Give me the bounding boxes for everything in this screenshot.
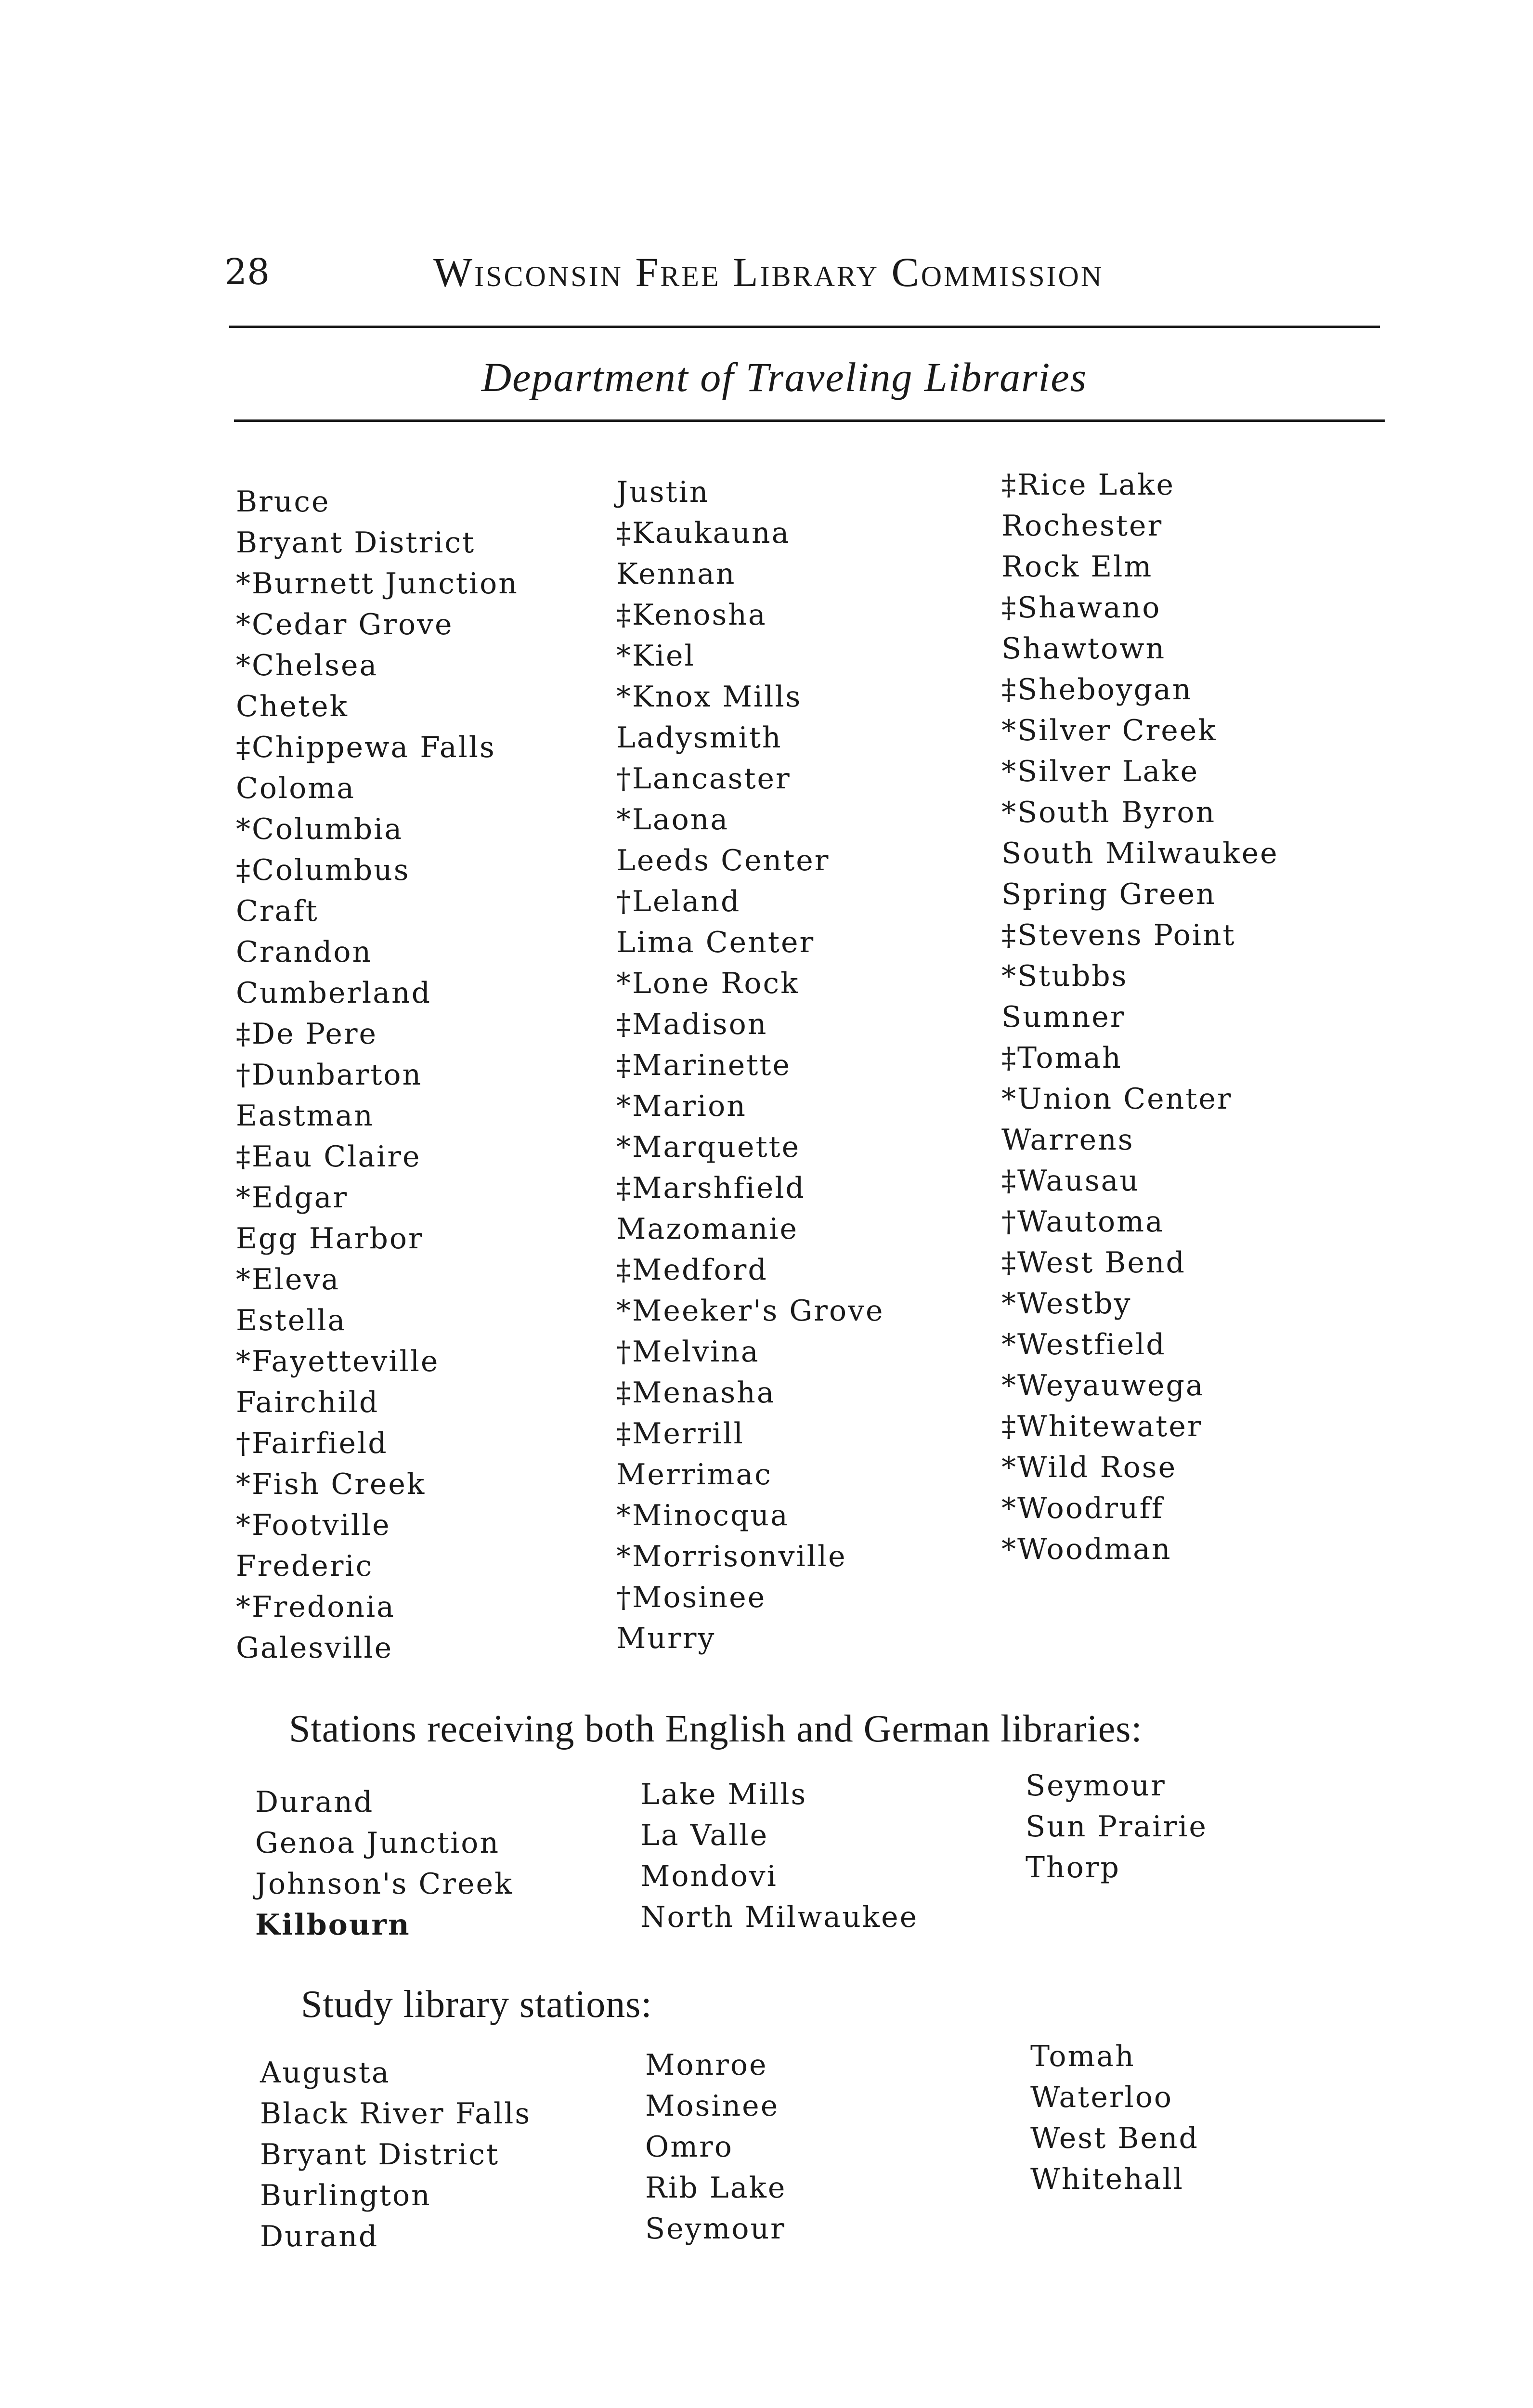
study-stations-column-1 xyxy=(260,2053,531,2257)
study-stations-column-2 xyxy=(645,2045,786,2250)
station-name: Omro xyxy=(645,2130,733,2164)
station-name: ‡Marinette xyxy=(616,1048,791,1082)
station-name: *South Byron xyxy=(1001,796,1216,829)
station-name: †Fairfield xyxy=(236,1426,388,1460)
station-name: *Chelsea xyxy=(236,649,378,682)
station-list-column-1 xyxy=(236,482,519,1669)
station-name: ‡Merrill xyxy=(616,1417,744,1451)
station-name: *Westfield xyxy=(1001,1328,1166,1361)
station-name: Lake Mills xyxy=(640,1778,807,1811)
station-name: Cumberland xyxy=(236,976,432,1010)
station-name: ‡Columbus xyxy=(236,853,410,887)
station-name: La Valle xyxy=(640,1819,769,1852)
german-stations-heading: Stations receiving both English and German libraries: xyxy=(289,1708,1143,1750)
station-name: *Knox Mills xyxy=(616,680,802,714)
station-name: ‡Chippewa Falls xyxy=(236,731,496,764)
station-name: *Cedar Grove xyxy=(236,608,454,641)
station-name: *Marion xyxy=(616,1089,747,1123)
station-name: *Union Center xyxy=(1001,1082,1233,1116)
station-name: *Lone Rock xyxy=(616,967,800,1000)
station-name: †Melvina xyxy=(616,1335,760,1369)
station-name: *Eleva xyxy=(236,1263,340,1296)
station-name: Leeds Center xyxy=(616,844,830,877)
station-name: ‡Medford xyxy=(616,1253,768,1287)
station-name: *Laona xyxy=(616,803,729,837)
station-name: Johnson's Creek xyxy=(255,1867,514,1901)
station-name: ‡West Bend xyxy=(1001,1246,1186,1280)
station-name: Bryant District xyxy=(236,526,476,560)
station-name: Tomah xyxy=(1030,2040,1135,2073)
station-name: *Silver Lake xyxy=(1001,755,1199,788)
station-name: *Wild Rose xyxy=(1001,1451,1177,1484)
station-name: *Columbia xyxy=(236,812,403,846)
station-name: Spring Green xyxy=(1001,877,1216,911)
station-name: *Woodruff xyxy=(1001,1492,1164,1525)
station-name: ‡Eau Claire xyxy=(236,1140,421,1174)
station-name: Coloma xyxy=(236,772,356,805)
station-name: Sumner xyxy=(1001,1000,1126,1034)
station-name: ‡De Pere xyxy=(236,1017,378,1051)
station-name: *Marquette xyxy=(616,1130,801,1164)
station-name: Murry xyxy=(616,1622,716,1655)
station-name: Ladysmith xyxy=(616,721,782,755)
station-name: Eastman xyxy=(236,1099,374,1133)
station-name: ‡Tomah xyxy=(1001,1041,1122,1075)
station-name: Kennan xyxy=(616,557,736,591)
station-name: *Kiel xyxy=(616,639,695,673)
station-name: ‡Shawano xyxy=(1001,591,1161,625)
station-name: Durand xyxy=(260,2220,379,2253)
station-name: *Fish Creek xyxy=(236,1467,426,1501)
station-name: Black River Falls xyxy=(260,2097,532,2131)
station-name: *Footville xyxy=(236,1508,391,1542)
station-name: North Milwaukee xyxy=(640,1900,919,1934)
station-name: *Fredonia xyxy=(236,1590,395,1624)
station-name: Galesville xyxy=(236,1631,393,1665)
german-stations-column-2 xyxy=(640,1774,918,1938)
station-name: ‡Wausau xyxy=(1001,1164,1140,1198)
station-name: Durand xyxy=(255,1785,374,1819)
station-name: Crandon xyxy=(236,935,373,969)
station-name: *Edgar xyxy=(236,1181,349,1215)
station-name: Whitehall xyxy=(1030,2162,1184,2196)
station-name: Burlington xyxy=(260,2179,431,2212)
header-rule xyxy=(229,326,1380,328)
study-stations-column-3 xyxy=(1030,2036,1199,2200)
station-name: Mazomanie xyxy=(616,1212,798,1246)
station-name: Seymour xyxy=(1026,1769,1166,1803)
station-name: West Bend xyxy=(1030,2121,1199,2155)
station-name: Rochester xyxy=(1001,509,1163,543)
station-name: Chetek xyxy=(236,690,349,723)
station-name: ‡Stevens Point xyxy=(1001,918,1236,952)
station-list-column-3 xyxy=(1001,465,1279,1570)
station-name: ‡Kaukauna xyxy=(616,516,791,550)
station-name: *Meeker's Grove xyxy=(616,1294,884,1328)
station-name: †Lancaster xyxy=(616,762,791,796)
station-name: Augusta xyxy=(260,2056,390,2090)
study-stations-heading: Study library stations: xyxy=(301,1983,652,2026)
station-name: *Fayetteville xyxy=(236,1345,440,1378)
station-name: Estella xyxy=(236,1304,347,1337)
station-name: *Woodman xyxy=(1001,1532,1172,1566)
station-name: Monroe xyxy=(645,2048,768,2082)
station-name: Merrimac xyxy=(616,1458,772,1492)
page-number: 28 xyxy=(224,251,270,293)
station-list-column-2 xyxy=(616,472,884,1659)
station-name: ‡Sheboygan xyxy=(1001,673,1193,707)
station-name: Thorp xyxy=(1026,1851,1120,1885)
station-name: ‡Madison xyxy=(616,1008,768,1041)
station-name: ‡Whitewater xyxy=(1001,1410,1203,1443)
station-name: Bruce xyxy=(236,485,330,519)
station-name: Genoa Junction xyxy=(255,1826,500,1860)
station-name: Bryant District xyxy=(260,2138,500,2172)
station-name: *Silver Creek xyxy=(1001,714,1217,747)
station-name: Rib Lake xyxy=(645,2171,787,2205)
station-name: *Minocqua xyxy=(616,1499,789,1532)
station-name: †Dunbarton xyxy=(236,1058,423,1092)
station-name: Mosinee xyxy=(645,2089,779,2123)
station-name: †Mosinee xyxy=(616,1581,766,1614)
station-name: *Westby xyxy=(1001,1287,1132,1321)
station-name: †Wautoma xyxy=(1001,1205,1164,1239)
station-name: Seymour xyxy=(645,2212,786,2246)
station-name: Rock Elm xyxy=(1001,550,1153,584)
station-name: *Burnett Junction xyxy=(236,567,519,601)
station-name: ‡Kenosha xyxy=(616,598,767,632)
station-name: Mondovi xyxy=(640,1859,778,1893)
station-name: Craft xyxy=(236,894,319,928)
station-name: *Weyauwega xyxy=(1001,1369,1205,1402)
running-head: Wisconsin Free Library Commission xyxy=(433,249,1104,295)
station-name: Shawtown xyxy=(1001,632,1166,666)
station-name: Kilbourn xyxy=(255,1908,411,1942)
german-stations-column-3 xyxy=(1026,1766,1208,1888)
station-name: †Leland xyxy=(616,885,741,918)
station-name: ‡Rice Lake xyxy=(1001,468,1175,502)
station-name: Frederic xyxy=(236,1549,374,1583)
station-name: Sun Prairie xyxy=(1026,1810,1208,1844)
station-name: ‡Menasha xyxy=(616,1376,776,1410)
german-stations-column-1 xyxy=(255,1782,513,1946)
station-name: Fairchild xyxy=(236,1386,379,1419)
department-title: Department of Traveling Libraries xyxy=(481,354,1088,400)
station-name: ‡Marshfield xyxy=(616,1171,805,1205)
station-name: Justin xyxy=(616,475,710,509)
station-name: *Stubbs xyxy=(1001,959,1128,993)
station-name: Lima Center xyxy=(616,926,815,959)
station-name: *Morrisonville xyxy=(616,1540,847,1573)
station-name: South Milwaukee xyxy=(1001,837,1279,870)
station-name: Warrens xyxy=(1001,1123,1134,1157)
station-name: Waterloo xyxy=(1030,2081,1173,2114)
station-name: Egg Harbor xyxy=(236,1222,424,1256)
department-rule xyxy=(234,419,1385,422)
